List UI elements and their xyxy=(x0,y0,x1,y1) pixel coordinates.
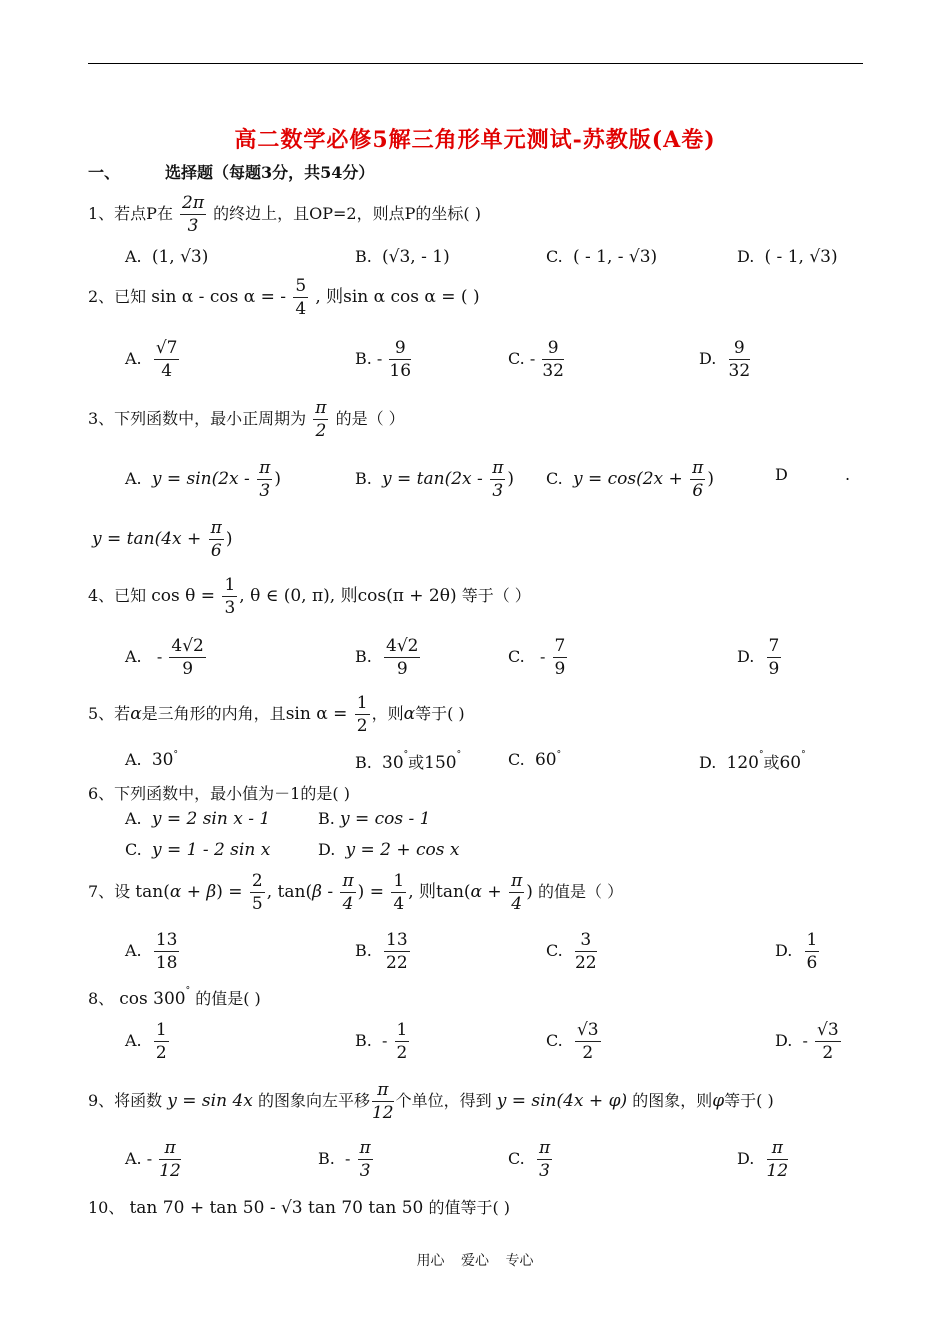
q4-option-a: A. - $\frac{4√2}{9}$ xyxy=(125,636,204,679)
q2-option-c: C. - $\frac{9}{32}$ xyxy=(508,338,564,381)
q7-option-d: D. $\frac{1}{6}$ xyxy=(775,930,818,973)
question-4: 4、已知 cos θ = $\frac{1}{3}$ , θ ∈ (0, π), 则cos(π + 2θ) 等于（ ） xyxy=(88,575,531,618)
q3-option-a: A. y = sin(2x - $\frac{\pi}{3}$ ) xyxy=(125,458,281,501)
footer-text-2: 爱心 xyxy=(461,1253,489,1269)
q5-option-c: C. 60° xyxy=(508,750,562,770)
question-3: 3、下列函数中，最小正周期为 $\frac{\pi}{2}$ 的是（ ） xyxy=(88,398,405,441)
q3-option-c: C. y = cos(2x + $\frac{\pi}{6}$ ) xyxy=(546,458,714,501)
q8-option-b: B. - $\frac{1}{2}$ xyxy=(355,1020,408,1063)
q5-option-a: A. 30° xyxy=(125,750,178,770)
q6-option-b: B. y = cos - 1 xyxy=(318,809,431,829)
q7-option-c: C. $\frac{3}{22}$ xyxy=(546,930,597,973)
q1-option-d: D. ( - 1, √3) xyxy=(737,247,838,267)
q2-option-b: B. - $\frac{9}{16}$ xyxy=(355,338,412,381)
q2-option-a: A. $\frac{√7}{4}$ xyxy=(125,338,178,381)
q3-option-d: y = tan(4x + $\frac{\pi}{6}$ ) xyxy=(92,518,233,561)
q9-option-b: B. - $\frac{\pi}{3}$ xyxy=(318,1138,371,1181)
footer-text-3: 专心 xyxy=(505,1253,534,1269)
q7-option-a: A. $\frac{13}{18}$ xyxy=(125,930,178,973)
section-number: 一、 xyxy=(88,163,121,182)
question-10: 10、 tan 70 + tan 50 - √3 tan 70 tan 50 的值等于( ) xyxy=(88,1198,511,1218)
q4-option-b: B. $\frac{4√2}{9}$ xyxy=(355,636,419,679)
question-8: 8、 cos 300° 的值是( ) xyxy=(88,986,261,1009)
q3-dot: . xyxy=(845,465,851,484)
q6-option-a: A. y = 2 sin x - 1 xyxy=(125,809,271,829)
page-footer xyxy=(0,1250,950,1270)
q8-option-a: A. $\frac{1}{2}$ xyxy=(125,1020,167,1063)
q8-option-d: D. - $\frac{√3}{2}$ xyxy=(775,1020,839,1063)
section-label: 选择题（每题3分，共54分） xyxy=(165,163,375,182)
question-1 xyxy=(88,193,481,236)
q1-option-b: B. (√3, - 1) xyxy=(355,247,450,267)
q2-option-d: D. $\frac{9}{32}$ xyxy=(699,338,751,381)
q1-angle-fraction: $\frac{2\pi}{3}$ xyxy=(182,193,205,236)
question-7: 7、设 tan(α + β) = $\frac{2}{5}$ , tan(β - $\frac{\pi}{4}$ ) = $\frac{1}{4}$ , 则tan(α + $\frac{\pi}{4}$ ) 的值是（ ） xyxy=(88,871,624,914)
q1-option-a: A. (1, √3) xyxy=(125,247,209,267)
q5-option-b: B. 30°或150° xyxy=(355,750,462,773)
q7-option-b: B. $\frac{13}{22}$ xyxy=(355,930,408,973)
q6-option-d: D. y = 2 + cos x xyxy=(318,840,460,860)
question-9: 9、将函数 y = sin 4x 的图象向左平移 $\frac{\pi}{12}$ 个单位，得到 y = sin(4x + φ) 的图象，则φ等于( ) xyxy=(88,1080,774,1123)
q1-suffix: 的终边上，且OP=2，则点P的坐标( ) xyxy=(213,204,481,223)
page-title: 高二数学必修5解三角形单元测试-苏教版(A卷) xyxy=(234,127,716,153)
q2-fraction: $\frac{5}{4}$ xyxy=(295,276,307,319)
q4-option-d: D. $\frac{7}{9}$ xyxy=(737,636,780,679)
q9-option-c: C. $\frac{\pi}{3}$ xyxy=(508,1138,551,1181)
q9-option-a: A. - $\frac{\pi}{12}$ xyxy=(125,1138,181,1181)
q9-option-d: D. $\frac{\pi}{12}$ xyxy=(737,1138,789,1181)
q6-option-c: C. y = 1 - 2 sin x xyxy=(125,840,271,860)
q1-prefix: 1、若点P在 xyxy=(88,204,173,223)
question-5: 5、若α是三角形的内角，且sin α = $\frac{1}{2}$ ，则α等于( ) xyxy=(88,693,465,736)
footer-text-1: 用心 xyxy=(416,1253,445,1269)
q1-option-c: C. ( - 1, - √3) xyxy=(546,247,658,267)
q5-option-d: D. 120°或60° xyxy=(699,750,806,773)
q4-option-c: C. - $\frac{7}{9}$ xyxy=(508,636,566,679)
question-6: 6、下列函数中，最小值为－1的是( ) xyxy=(88,784,350,803)
question-2: 2、已知 sin α - cos α = - $\frac{5}{4}$ , 则sin α cos α = ( ) xyxy=(88,276,480,319)
q3-option-d-letter: D xyxy=(775,465,788,484)
header-rule xyxy=(88,63,863,64)
q8-option-c: C. $\frac{√3}{2}$ xyxy=(546,1020,599,1063)
q3-option-b: B. y = tan(2x - $\frac{\pi}{3}$ ) xyxy=(355,458,515,501)
